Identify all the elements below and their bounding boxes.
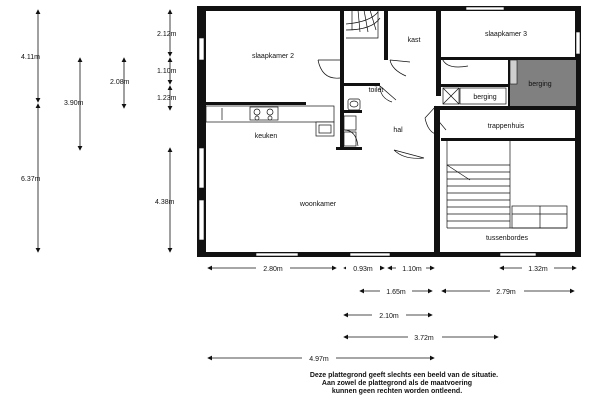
room-label-slaapkamer3: slaapkamer 3 xyxy=(484,31,528,38)
dim-bottom-a: 2.80m xyxy=(263,266,283,273)
dim-mid-right: 2.08m xyxy=(110,79,130,86)
dim-bottom-g: 2.10m xyxy=(379,313,399,320)
dimension-lines-vertical xyxy=(38,10,170,252)
kitchen-counter xyxy=(206,106,334,136)
room-label-trappenhuis: trappenhuis xyxy=(487,123,525,130)
dim-mid-left: 3.90m xyxy=(64,100,84,107)
toilet-fixtures xyxy=(344,99,360,146)
windows xyxy=(199,7,580,256)
stair-trappenhuis xyxy=(447,141,567,228)
dim-bottom-d: 1.32m xyxy=(528,266,548,273)
disclaimer-line-3: kunnen geen rechten worden ontleend. xyxy=(331,388,463,395)
dim-bottom-f: 2.79m xyxy=(496,289,516,296)
room-label-woonkamer: woonkamer xyxy=(299,201,337,208)
room-label-slaapkamer2: slaapkamer 2 xyxy=(251,53,295,60)
dim-right-c: 1.23m xyxy=(157,95,177,102)
dimension-labels-horizontal xyxy=(256,263,554,363)
room-label-berging-large: berging xyxy=(528,81,552,88)
disclaimer-line-2: Aan zowel de plattegrond als de maatvoering xyxy=(321,380,473,387)
dim-bottom-h: 3.72m xyxy=(414,335,434,342)
room-label-berging-small: berging xyxy=(473,94,497,101)
outer-walls xyxy=(197,6,581,257)
dim-bottom-i: 4.97m xyxy=(309,356,329,363)
disclaimer-line-1: Deze plattegrond geeft slechts een beeld van de situatie. xyxy=(309,372,499,379)
room-label-kast: kast xyxy=(407,37,421,44)
dim-bottom-e: 1.65m xyxy=(386,289,406,296)
dim-right-a: 2.12m xyxy=(157,31,177,38)
room-label-hal: hal xyxy=(393,127,403,134)
disclaimer xyxy=(310,372,498,395)
dim-bottom-b: 0.93m xyxy=(353,266,373,273)
interior-walls xyxy=(206,8,577,256)
room-labels xyxy=(252,31,552,242)
room-label-tussenbordes: tussenbordes xyxy=(485,235,529,242)
dim-left-bottom: 6.37m xyxy=(21,176,41,183)
dim-bottom-c: 1.10m xyxy=(402,266,422,273)
dim-right-d: 4.38m xyxy=(155,199,175,206)
room-label-toilet: toilet xyxy=(368,87,384,94)
dim-right-b: 1.10m xyxy=(157,68,177,75)
stair-upper xyxy=(346,10,380,38)
dimension-labels-vertical xyxy=(21,31,177,206)
dim-left-top: 4.11m xyxy=(21,54,40,61)
room-label-keuken: keuken xyxy=(254,133,278,140)
